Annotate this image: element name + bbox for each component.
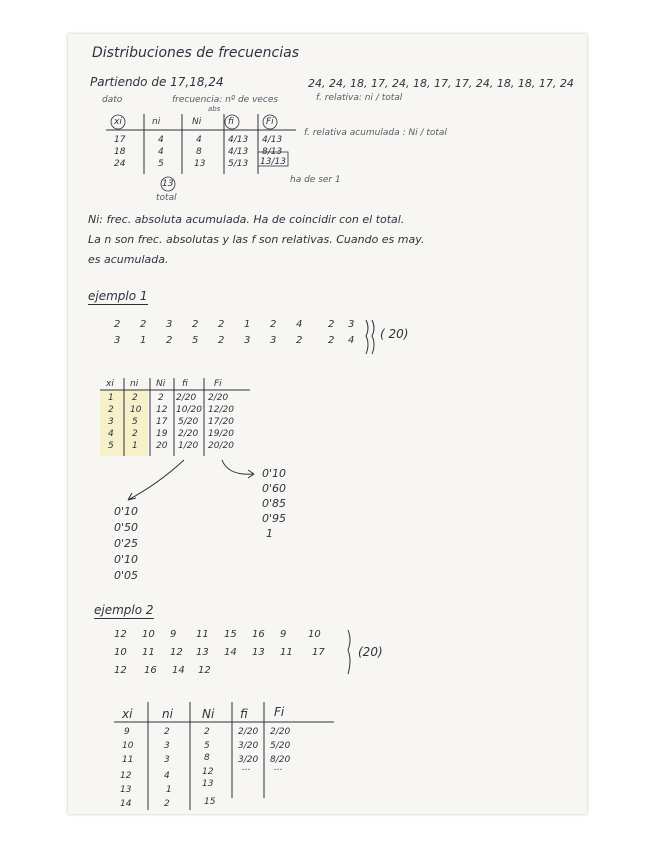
dec-fi-3: 0'10 (114, 553, 139, 566)
e1-r1-v0: 2 (114, 319, 121, 330)
e2t-r0-c0: 9 (124, 727, 130, 737)
e2t-r1-c2: 5 (204, 741, 210, 751)
intro-right: 24, 24, 18, 17, 24, 18, 17, 17, 24, 18, 18, 17, 24 (308, 77, 574, 90)
e2t-r2-c1: 3 (164, 755, 170, 765)
e2-r1-v5: 16 (252, 629, 265, 640)
e2-r3-v3: 12 (198, 665, 211, 676)
e2t-r0-c4: 2/20 (270, 727, 291, 737)
paragraph-line-3: es acumulada. (88, 253, 169, 266)
note-total: total (156, 193, 177, 203)
t1-header-Fi: Fi (266, 117, 274, 127)
e2t-r2-c4: 8/20 (270, 755, 291, 765)
dec-Fi-2: 0'85 (262, 497, 287, 510)
e2t-r3-c1: 4 (164, 771, 170, 781)
e2t-r4-c1: 1 (166, 785, 172, 795)
dec-Fi-3: 0'95 (262, 512, 287, 525)
e2-r2-v6: 11 (280, 647, 293, 658)
e2t-r2-c3: 3/20 (238, 755, 259, 765)
note-dato: dato (102, 95, 123, 105)
e2t-r3-c3: ... (242, 763, 251, 773)
e1t-r3-c4: 19/20 (208, 429, 234, 439)
e2t-r0-c3: 2/20 (238, 727, 259, 737)
t1-r0-ni: 4 (158, 135, 164, 145)
e1t-r0-c0: 1 (108, 393, 114, 403)
t1-r1-fi: 4/13 (228, 147, 249, 157)
e1-r1-v7: 4 (296, 319, 303, 330)
t1-r0-Fi: 4/13 (262, 135, 283, 145)
table-ejemplo-2 (114, 702, 338, 812)
t1-header-Ni: Ni (192, 117, 202, 127)
e1-r2-v4: 2 (218, 335, 225, 346)
e2-r2-v2: 12 (170, 647, 183, 658)
ejemplo-1-heading: ejemplo 1 (88, 289, 148, 303)
e2t-r3-c0: 12 (120, 771, 132, 781)
e1t-r1-c3: 10/20 (176, 405, 202, 415)
e1-r2-v8: 2 (328, 335, 335, 346)
e2-r1-v6: 9 (280, 629, 287, 640)
dec-Fi-4: 1 (266, 527, 273, 540)
e1-r2-v9: 4 (348, 335, 355, 346)
e1t-h2: Ni (156, 379, 166, 389)
t1-r0-fi: 4/13 (228, 135, 249, 145)
table-ejemplo-2-lines (114, 702, 338, 812)
e2t-r3-c2: 12 (202, 767, 214, 777)
e2-r3-v1: 16 (144, 665, 157, 676)
e2-r2-v0: 10 (114, 647, 127, 658)
t1-r1-Fi: 8/13 (262, 147, 283, 157)
page-title: Distribuciones de frecuencias (92, 45, 300, 61)
e2t-h1: ni (162, 707, 173, 721)
t1-r2-Fi: 13/13 (260, 157, 286, 167)
ejemplo-2-count: (20) (358, 645, 383, 659)
e1t-r3-c2: 19 (156, 429, 168, 439)
dec-fi-4: 0'05 (114, 569, 139, 582)
e2t-r2-c2: 8 (204, 753, 210, 763)
paragraph-line-1: Ni: frec. absoluta acumulada. Ha de coincidir con el total. (88, 213, 405, 226)
note-relativa-acumulada: f. relativa acumulada : Ni / total (304, 128, 447, 138)
e2t-h4: Fi (274, 705, 285, 719)
e1-r1-v4: 2 (218, 319, 225, 330)
note-ha-de-ser-1: ha de ser 1 (290, 175, 341, 185)
intro-left: Partiendo de 17,18,24 (90, 75, 224, 89)
dec-fi-1: 0'50 (114, 521, 139, 534)
e1t-r4-c0: 5 (108, 441, 114, 451)
e1t-r2-c4: 17/20 (208, 417, 234, 427)
e1-r2-v0: 3 (114, 335, 121, 346)
e1-r1-v2: 3 (166, 319, 173, 330)
e2t-r2-c0: 11 (122, 755, 134, 765)
e2t-h2: Ni (202, 707, 215, 721)
e1t-r2-c0: 3 (108, 417, 114, 427)
e2-r2-v1: 11 (142, 647, 155, 658)
dec-Fi-1: 0'60 (262, 482, 287, 495)
e2t-r0-c1: 2 (164, 727, 170, 737)
e1-r1-v6: 2 (270, 319, 277, 330)
e2t-h3: fi (240, 707, 248, 721)
e1-r1-v9: 3 (348, 319, 355, 330)
t1-r0-Ni: 4 (196, 135, 202, 145)
e1-r2-v7: 2 (296, 335, 303, 346)
e2-r1-v4: 15 (224, 629, 237, 640)
e1-r1-v1: 2 (140, 319, 147, 330)
t1-r2-xi: 24 (114, 159, 126, 169)
e2-r2-v3: 13 (196, 647, 209, 658)
e1-r2-v1: 1 (140, 335, 147, 346)
t1-r2-fi: 5/13 (228, 159, 249, 169)
e1-r2-v5: 3 (244, 335, 251, 346)
e1t-r4-c4: 20/20 (208, 441, 234, 451)
e2t-r1-c0: 10 (122, 741, 134, 751)
e2-r3-v2: 14 (172, 665, 185, 676)
t1-r1-xi: 18 (114, 147, 126, 157)
e2t-h0: xi (122, 707, 133, 721)
t1-r1-ni: 4 (158, 147, 164, 157)
e1-r1-v3: 2 (192, 319, 199, 330)
arrows-overlay (68, 34, 587, 814)
e2-r1-v7: 10 (308, 629, 321, 640)
t1-sum: 13 (162, 179, 174, 189)
e2t-r1-c1: 3 (164, 741, 170, 751)
e2t-r1-c4: 5/20 (270, 741, 291, 751)
e1t-r3-c1: 2 (132, 429, 138, 439)
e1t-r4-c2: 20 (156, 441, 168, 451)
e2-r1-v2: 9 (170, 629, 177, 640)
e1t-r1-c0: 2 (108, 405, 114, 415)
note-frecuencia: frecuencia: nº de veces (172, 95, 279, 105)
e1-r1-v8: 2 (328, 319, 335, 330)
e1t-r4-c1: 1 (132, 441, 138, 451)
e2t-r5-c0: 14 (120, 799, 132, 809)
dec-fi-0: 0'10 (114, 505, 139, 518)
e1t-r3-c3: 2/20 (178, 429, 199, 439)
e2t-r4-c2: 13 (202, 779, 214, 789)
e2-r2-v5: 13 (252, 647, 265, 658)
e1-r2-v2: 2 (166, 335, 173, 346)
notebook-page (68, 34, 587, 814)
t1-r0-xi: 17 (114, 135, 126, 145)
e1t-r1-c1: 10 (130, 405, 142, 415)
note-relativa: f. relativa: ni / total (316, 93, 403, 103)
e2-r1-v3: 11 (196, 629, 209, 640)
t1-header-xi: xi (114, 117, 122, 127)
e1t-r2-c2: 17 (156, 417, 168, 427)
e1t-h4: Fi (214, 379, 222, 389)
note-abs: abs (208, 105, 221, 113)
e2-r1-v1: 10 (142, 629, 155, 640)
e1t-h1: ni (130, 379, 139, 389)
e2-r1-v0: 12 (114, 629, 127, 640)
e2-r3-v0: 12 (114, 665, 127, 676)
e2t-r3-c4: ... (274, 763, 283, 773)
paragraph-line-2: La n son frec. absolutas y las f son relativas. Cuando es may. (88, 233, 425, 246)
ejemplo-2-heading: ejemplo 2 (94, 603, 154, 617)
e1t-r4-c3: 1/20 (178, 441, 199, 451)
e1t-r1-c2: 12 (156, 405, 168, 415)
e1t-r0-c1: 2 (132, 393, 138, 403)
e1t-r2-c1: 5 (132, 417, 138, 427)
e2t-r5-c2: 15 (204, 797, 216, 807)
e2-r2-v4: 14 (224, 647, 237, 658)
e1t-h0: xi (106, 379, 114, 389)
e2-r2-v7: 17 (312, 647, 325, 658)
e2t-r4-c0: 13 (120, 785, 132, 795)
e1t-r0-c3: 2/20 (176, 393, 197, 403)
t1-r2-Ni: 13 (194, 159, 206, 169)
ejemplo-2-dataset (114, 628, 414, 684)
e1t-r1-c4: 12/20 (208, 405, 234, 415)
e2t-r1-c3: 3/20 (238, 741, 259, 751)
e1t-r3-c0: 4 (108, 429, 114, 439)
e1-r2-v3: 5 (192, 335, 199, 346)
t1-header-fi: fi (228, 117, 234, 127)
e1t-r0-c4: 2/20 (208, 393, 229, 403)
t1-header-ni: ni (152, 117, 161, 127)
ejemplo-1-count: ( 20) (380, 327, 409, 341)
e1-r1-v5: 1 (244, 319, 251, 330)
e2t-r5-c1: 2 (164, 799, 170, 809)
e1t-r2-c3: 5/20 (178, 417, 199, 427)
t1-r1-Ni: 8 (196, 147, 202, 157)
e1t-h3: fi (182, 379, 188, 389)
dec-fi-2: 0'25 (114, 537, 139, 550)
e1-r2-v6: 3 (270, 335, 277, 346)
dec-Fi-0: 0'10 (262, 467, 287, 480)
t1-r2-ni: 5 (158, 159, 164, 169)
e1t-r0-c2: 2 (158, 393, 164, 403)
e2t-r0-c2: 2 (204, 727, 210, 737)
